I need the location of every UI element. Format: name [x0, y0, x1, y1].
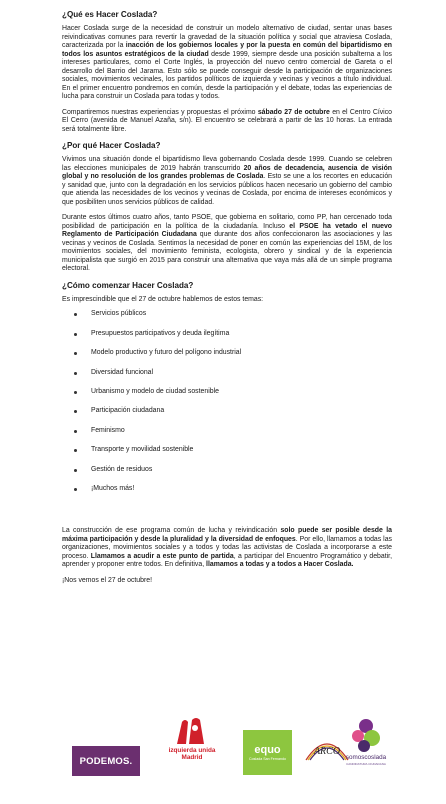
- bullet-icon: [74, 333, 77, 336]
- bullet-icon: [74, 488, 77, 491]
- bullet-icon: [74, 313, 77, 316]
- text-run: en el Centro Cívico El Cerro (avenida de Manuel Azaña, s/n). El encuentro se celebrará a partir de las 10 horas. La entrada será totalmente libre.: [62, 108, 392, 133]
- text-run: La construcción de ese programa común de lucha y reivindicación: [62, 527, 281, 535]
- text-run: ¡Nos vemos el 27 de octubre!: [62, 576, 153, 584]
- somos-coslada-sub: CANDIDATURA CIUDADANA: [346, 762, 386, 766]
- equo-sub: Coslada San Fernando: [249, 757, 286, 761]
- izquierda-unida-logo-text: [160, 748, 224, 761]
- text-run: Durante estos últimos cuatro años, tanto PSOE, que gobierna en solitario, como PP, han cercenado toda posibilidad de participación en la política de la ciudadanía. Incluso: [62, 214, 392, 230]
- text-run: Compartiremos nuestras experiencias y propuestas el próximo: [62, 108, 258, 116]
- heading-que-es: ¿Qué es Hacer Coslada?: [62, 10, 158, 19]
- bullet-icon: [74, 391, 77, 394]
- izquierda-unida-logo-mark: [174, 716, 208, 746]
- bullet-icon: [74, 430, 77, 433]
- topic-label: Servicios públicos: [91, 310, 147, 318]
- equo-label: equo: [254, 744, 281, 756]
- iu-line2: Madrid: [181, 753, 203, 761]
- text-run: . Por ello, llamamos a todas las organizaciones, movimientos sociales y a todos y todas las activistas de Coslada a incorporarse a este proceso.: [62, 535, 392, 560]
- text-run: que durante dos años confeccionaron las asociaciones y las vecinas y vecinos de Coslada. Sentimos la necesidad de poner en común las experiencias del 15M, de los movimientos sociales, del movimiento feminista, ecologista, obrero y sindical y de la experiencia municipalista que surgió en 2015 para construir una alternativa que vaya más allá de un simple programa electoral.: [62, 231, 392, 273]
- bold-text: 20 años de decadencia, ausencia de visión global y no resolución de los grandes problemas de Coslada: [62, 164, 393, 181]
- text-run: Es imprescindible que el 27 de octubre hablemos de estos temas:: [62, 296, 264, 303]
- partner-logos: [62, 716, 392, 776]
- paragraph: [62, 109, 392, 134]
- topic-label: Participación ciudadana: [91, 407, 165, 415]
- topic-label: Feminismo: [91, 426, 125, 434]
- topic-label: Urbanismo y modelo de ciudad sostenible: [91, 388, 219, 396]
- text-run: Hacer Coslada surge de la necesidad de construir un modelo alternativo de ciudad, sentar unas bases reivindicativas comunes para revertir la gravedad de la situación política y social que atraviesa Coslada, caracterizada por la: [62, 25, 392, 50]
- list-item: [74, 311, 392, 330]
- list-item: [74, 370, 392, 389]
- topic-label: Diversidad funcional: [91, 368, 154, 376]
- bold-text: sábado 27 de octubre: [257, 108, 330, 116]
- somos-coslada-label: somoscoslada: [345, 754, 387, 761]
- text-run: desde 1999, siempre desde una posición subalterna a los intereses particulares, como el Corte Inglés, la proyección del nuevo centro comercial de Gareta o el desarrollo del Barrio del Jarama. Esto sólo se puede conseguir desde la participación de organizaciones sociales, movimientos vecinales, los partidos políticos de izquierda y vecinas y vecinos a título individual. En el primer encuentro pondremos en común, desde la participación y el debate, todas las experiencias de lucha para construir un Coslada para todas y todos.: [62, 50, 392, 101]
- list-item: [74, 486, 392, 505]
- bold-text: solo puede ser posible desde la máxima participación y desde la pluralidad y la diversidad de enfoques: [62, 527, 392, 543]
- list-item: [74, 428, 392, 447]
- somos-coslada-logo: [334, 716, 402, 776]
- list-item: [74, 350, 392, 369]
- bold-text: el PSOE ha vetado el nuevo Reglamento de Participación Ciudadana: [62, 222, 392, 239]
- paragraph: [62, 156, 392, 207]
- podemos-logo: PODEMOS.: [72, 746, 140, 776]
- list-item: [74, 467, 392, 486]
- list-item: [74, 408, 392, 427]
- bullet-icon: [74, 410, 77, 413]
- document-body: [62, 10, 392, 592]
- list-item: [74, 447, 392, 466]
- heading-como-comenzar: ¿Cómo comenzar Hacer Coslada?: [62, 280, 194, 290]
- iu-line1: izquierda unida: [168, 747, 216, 754]
- equo-logo: [243, 730, 292, 775]
- list-item: [74, 389, 392, 408]
- bullet-icon: [74, 372, 77, 375]
- paragraph: [62, 25, 392, 101]
- bullet-icon: [74, 469, 77, 472]
- bold-text: inacción de los gobiernos locales y por la puesta en común del bipartidismo en todos los asuntos estratégicos de la ciudad: [62, 42, 392, 58]
- text-run: Vivimos una situación donde el bipartidismo lleva gobernando Coslada desde 1999. Cuando se celebren las elecciones municipales de 2019 habrán transcurrido: [62, 156, 392, 172]
- topics-list: [62, 311, 392, 505]
- topic-label: ¡Muchos más!: [91, 485, 135, 492]
- list-item: [74, 331, 392, 350]
- heading-por-que: ¿Por qué Hacer Coslada?: [62, 141, 161, 151]
- topic-label: Gestión de residuos: [91, 465, 153, 473]
- text-run: . Esto se une a los recortes en educación y sanidad que, junto con la degradación en los servicios públicos hacen necesario un gobierno del cambio que atienda las necesidades de los vecinos y vecinas de Coslada, por encima de intereses económicos y que posibiliten unos servicios públicos de calidad.: [62, 173, 392, 206]
- topic-label: Presupuestos participativos y deuda ilegítima: [91, 329, 230, 337]
- paragraph: [62, 214, 392, 273]
- topic-label: Modelo productivo y futuro del polígono industrial: [91, 349, 242, 357]
- bold-text: Llamamos a acudir a este punto de partida: [90, 552, 234, 560]
- text-run: , a participar del Encuentro Programático y debatir, aprender y proponer entre todos. En definitiva,: [62, 552, 392, 569]
- bullet-icon: [74, 352, 77, 355]
- topic-label: Transporte y movilidad sostenible: [91, 446, 194, 454]
- bullet-icon: [74, 449, 77, 452]
- closing-paragraph: [62, 527, 392, 569]
- somos-coslada-mark: [334, 716, 398, 754]
- arco-label: ARCO: [313, 746, 341, 757]
- closing-line: [62, 577, 392, 585]
- bold-text: llamamos a todas y a todos a Hacer Coslada.: [206, 561, 354, 569]
- paragraph: [62, 296, 392, 304]
